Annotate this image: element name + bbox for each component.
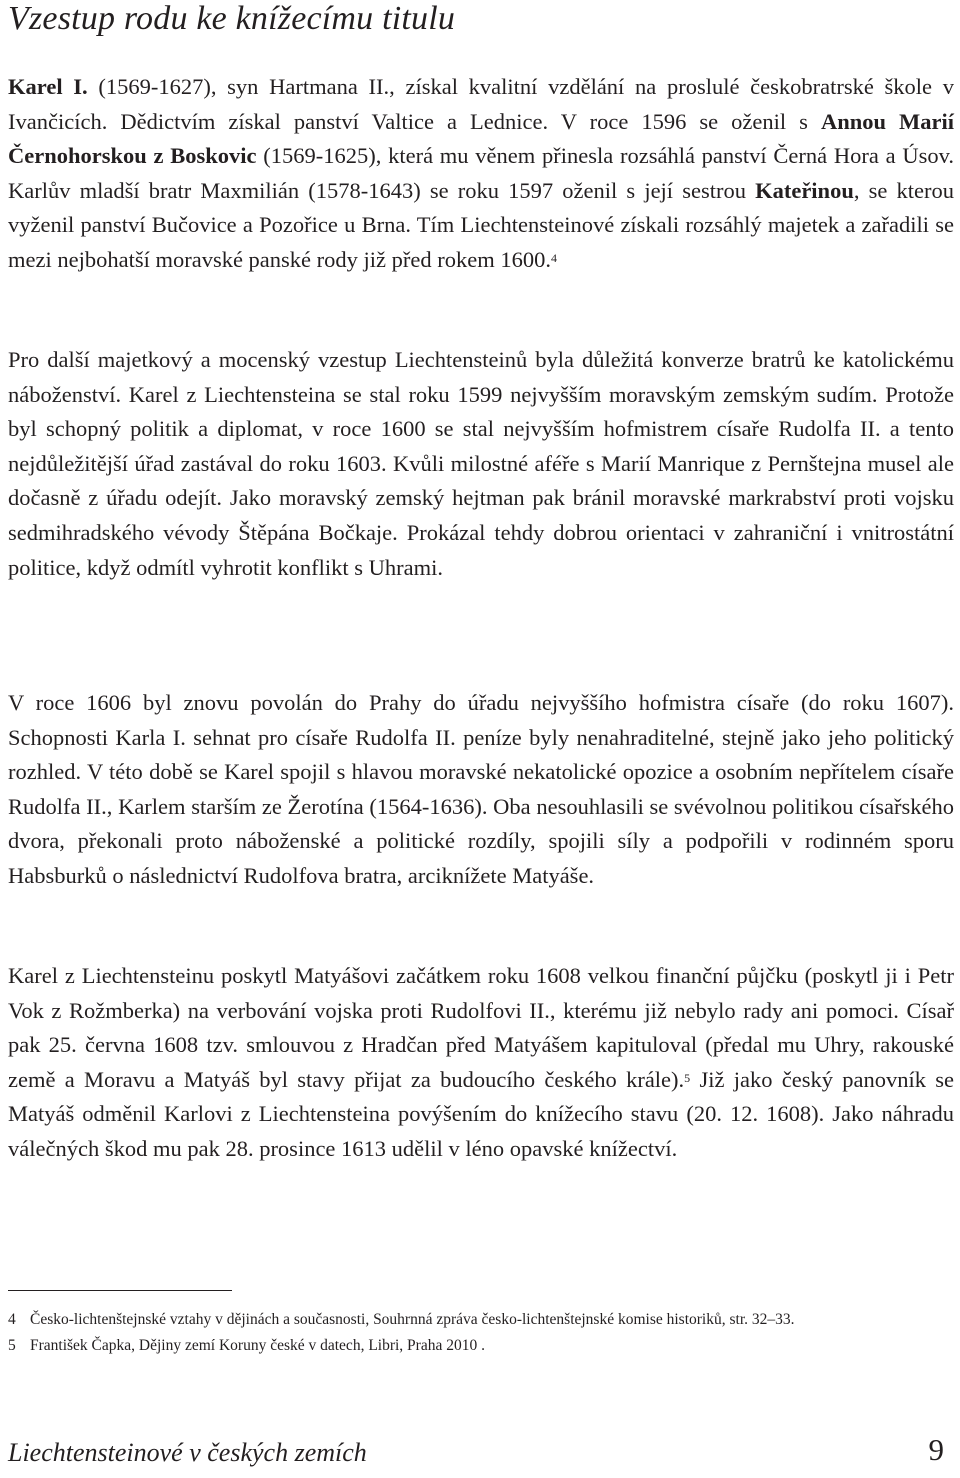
paragraph-text: , se kterou vyženil panství Bučovice a Pozořice u Brna. Tím Liechtensteinové získali rozsáhlý majetek a zařadili se mezi nejbohatší moravské panské rody již před rokem 1600. (8, 177, 954, 272)
paragraph-3: V roce 1606 byl znovu povolán do Prahy do úřadu nejvyššího hofmistra císaře (do roku 1607). Schopnosti Karla I. sehnat pro císaře Rudolfa II. peníze byly nenahraditelné, stejně jako jeho politický rozhled. V této době se Karel spojil s hlavou moravské nekatolické opozice a osobním nepřítelem císaře Rudolfa II., Karlem starším ze Žerotína (1564-1636). Oba nesouhlasili se svévolnou politikou císařského dvora, překonali proto náboženské a politické rozdíly, spojili síly a podpořili v rodinném sporu Habsburků o následnictví Rudolfova bratra, arciknížete Matyáše. (8, 690, 954, 888)
paragraph-4 (8, 959, 954, 1167)
paragraph-text: (1569-1627), syn Hartmana II., získal kvalitní vzdělání na proslulé českobratrské škole v Ivančicích. Dědictvím získal panství Valtice a Lednice. V roce 1596 se oženil s (8, 74, 954, 134)
paragraph-text: (1569-1625), která mu věnem přinesla rozsáhlá panství Černá Hora a Úsov. Karlův mladší bratr Maxmilián (1578-1643) se roku 1597 oženil s její sestrou (8, 143, 954, 203)
paragraph-1 (8, 70, 954, 278)
footnote-text: Česko-lichtenštejnské vztahy v dějinách a současnosti, Souhrnná zpráva česko-lichtenštejnské komise historiků, str. 32–33. (30, 1311, 795, 1328)
paragraph-text: Karel z Liechtensteinu poskytl Matyášovi začátkem roku 1608 velkou finanční půjčku (poskytl ji i Petr Vok z Rožmberka) na verbování vojska proti Rudolfovi II., kterému již nebylo rady ani pomoci. Císař pak 25. června 1608 tzv. smlouvou z Hradčan před Matyášem kapituloval (předal mu Uhry, rakouské země a Moravu a Matyáš byl stavy přijat za budoucího českého krále). (8, 963, 954, 1092)
footnote-number: 5 (8, 1337, 16, 1354)
person-name: Annou Marií Černohorskou z Boskovic (8, 108, 955, 169)
footnote-separator (8, 1290, 232, 1291)
paragraph-text: Již jako český panovník se Matyáš odměnil Karlovi z Liechtensteina povýšením do knížecího stavu (20. 12. 1608). Jako náhradu válečných škod mu pak 28. prosince 1613 udělil v léno opavské knížectví. (8, 1066, 954, 1161)
footnote-5 (8, 1332, 958, 1359)
footnote-reference: 5 (684, 1070, 691, 1085)
footnote-number: 4 (8, 1311, 16, 1328)
person-name: Karel I. (8, 74, 88, 99)
paragraph-2: Pro další majetkový a mocenský vzestup Liechtensteinů byla důležitá konverze bratrů ke katolickému náboženství. Karel z Liechtensteina se stal roku 1599 nejvyšším moravským zemským sudím. Protože byl schopný politik a diplomat, v roce 1600 se stal nejvyšším hofmistrem císaře Rudolfa II. a tento nejdůležitější úřad zastával do roku 1603. Kvůli milostné aféře s Marií Manrique z Pernštejna musel ale dočasně z úřadu odejít. Jako moravský zemský hejtman pak bránil moravské markrabství proti vojsku sedmihradského vévody Štěpána Bočkaje. Prokázal tehdy dobrou orientaci v zahraniční i vnitrostátní politice, když odmítl vyhrotit konflikt s Uhrami. (8, 347, 954, 580)
page-number: 9 (928, 1432, 944, 1467)
footnote-4 (8, 1306, 958, 1333)
running-footer-title: Liechtensteinové v českých zemích (8, 1438, 367, 1467)
page-title: Vzestup rodu ke knížecímu titulu (8, 0, 456, 37)
footnote-reference: 4 (550, 250, 557, 265)
person-name: Kateřinou (755, 177, 854, 203)
footnote-text: František Čapka, Dějiny zemí Koruny české v datech, Libri, Praha 2010 . (30, 1337, 485, 1354)
